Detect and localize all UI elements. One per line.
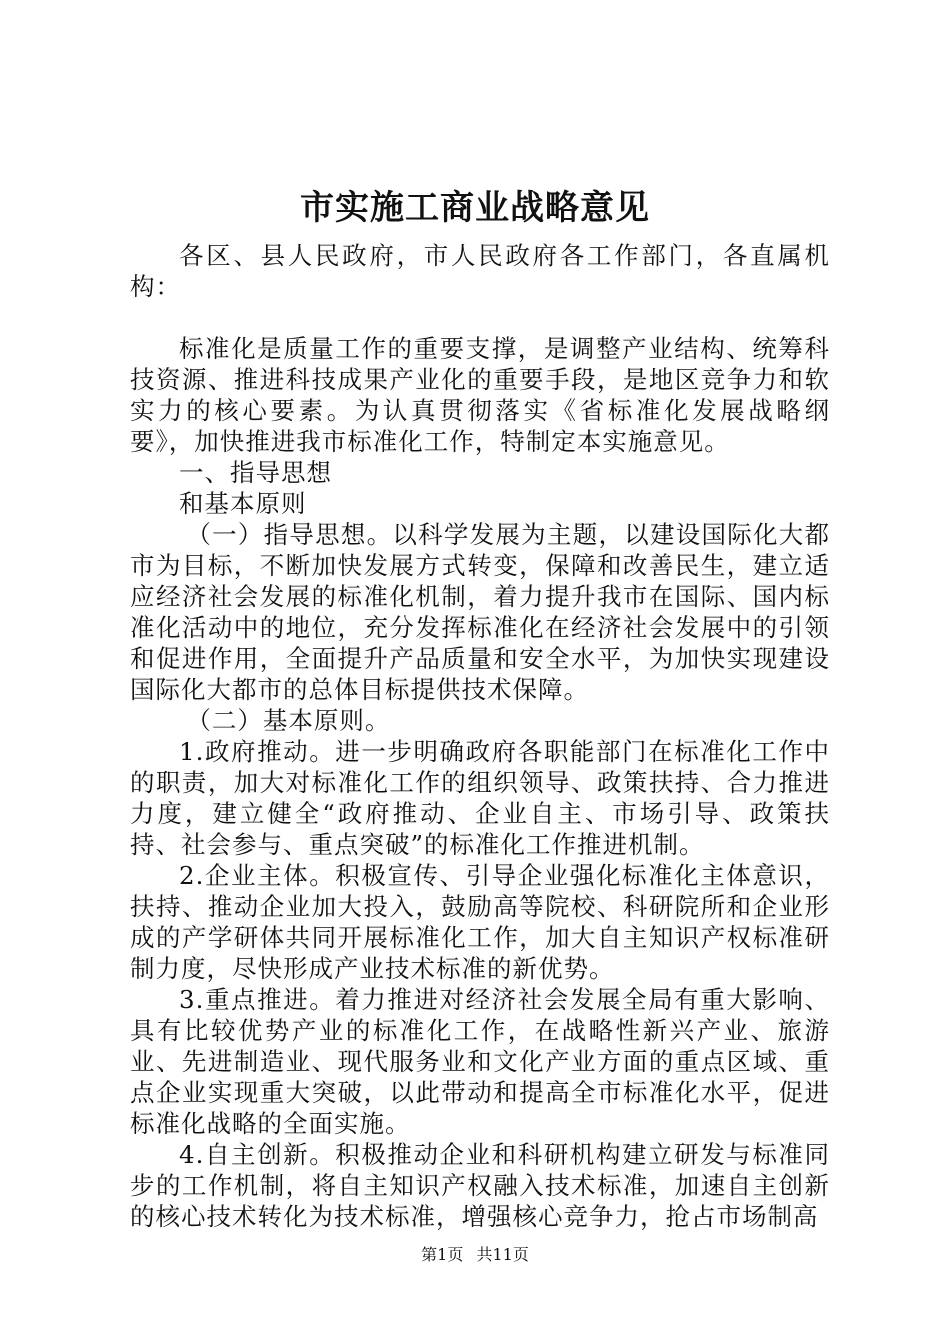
document-title: 市实施工商业战略意见	[300, 188, 650, 228]
section-heading-1-continued: 和基本原则	[179, 489, 307, 518]
paragraph-basic-principles: （二）基本原则。	[186, 706, 391, 735]
page-number: 第1页	[421, 1245, 464, 1264]
page-total: 共11页	[476, 1245, 529, 1264]
paragraph-guiding-thought: （一）指导思想。以科学发展为主题，以建设国际化大都市为目标，不断加快发展方式转变，保障和改善民生，建立适应经济社会发展的标准化机制，着力提升我市在国际、国内标准化活动中的地位，充分发挥标准化在经济社会发展中的引领和促进作用，全面提升产品质量和安全水平，为加快实现建设国际化大都市的总体目标提供技术保障。	[130, 520, 830, 704]
page-footer	[0, 1243, 950, 1267]
section-heading-1: 一、指导思想	[179, 458, 332, 487]
paragraph-intro: 标准化是质量工作的重要支撑，是调整产业结构、统筹科技资源、推进科技成果产业化的重要手段，是地区竞争力和软实力的核心要素。为认真贯彻落实《省标准化发展战略纲要》，加快推进我市标准化工作，特制定本实施意见。	[130, 334, 830, 456]
paragraph-principle-4: 4.自主创新。积极推动企业和科研机构建立研发与标准同步的工作机制，将自主知识产权融入技术标准，加速自主创新的核心技术转化为技术标准，增强核心竞争力，抢占市场制高	[130, 1140, 830, 1231]
salutation: 各区、县人民政府，市人民政府各工作部门，各直属机构：	[130, 241, 830, 301]
paragraph-principle-1: 1.政府推动。进一步明确政府各职能部门在标准化工作中的职责，加大对标准化工作的组织领导、政策扶持、合力推进力度，建立健全“政府推动、企业自主、市场引导、政策扶持、社会参与、重点突破”的标准化工作推进机制。	[130, 737, 830, 859]
paragraph-principle-2: 2.企业主体。积极宣传、引导企业强化标准化主体意识，扶持、推动企业加大投入，鼓励高等院校、科研院所和企业形成的产学研体共同开展标准化工作，加大自主知识产权标准研制力度，尽快形成产业技术标准的新优势。	[130, 861, 830, 983]
document-body	[130, 240, 830, 1232]
paragraph-principle-3: 3.重点推进。着力推进对经济社会发展全局有重大影响、具有比较优势产业的标准化工作，在战略性新兴产业、旅游业、先进制造业、现代服务业和文化产业方面的重点区域、重点企业实现重大突破，以此带动和提高全市标准化水平，促进标准化战略的全面实施。	[130, 985, 830, 1138]
